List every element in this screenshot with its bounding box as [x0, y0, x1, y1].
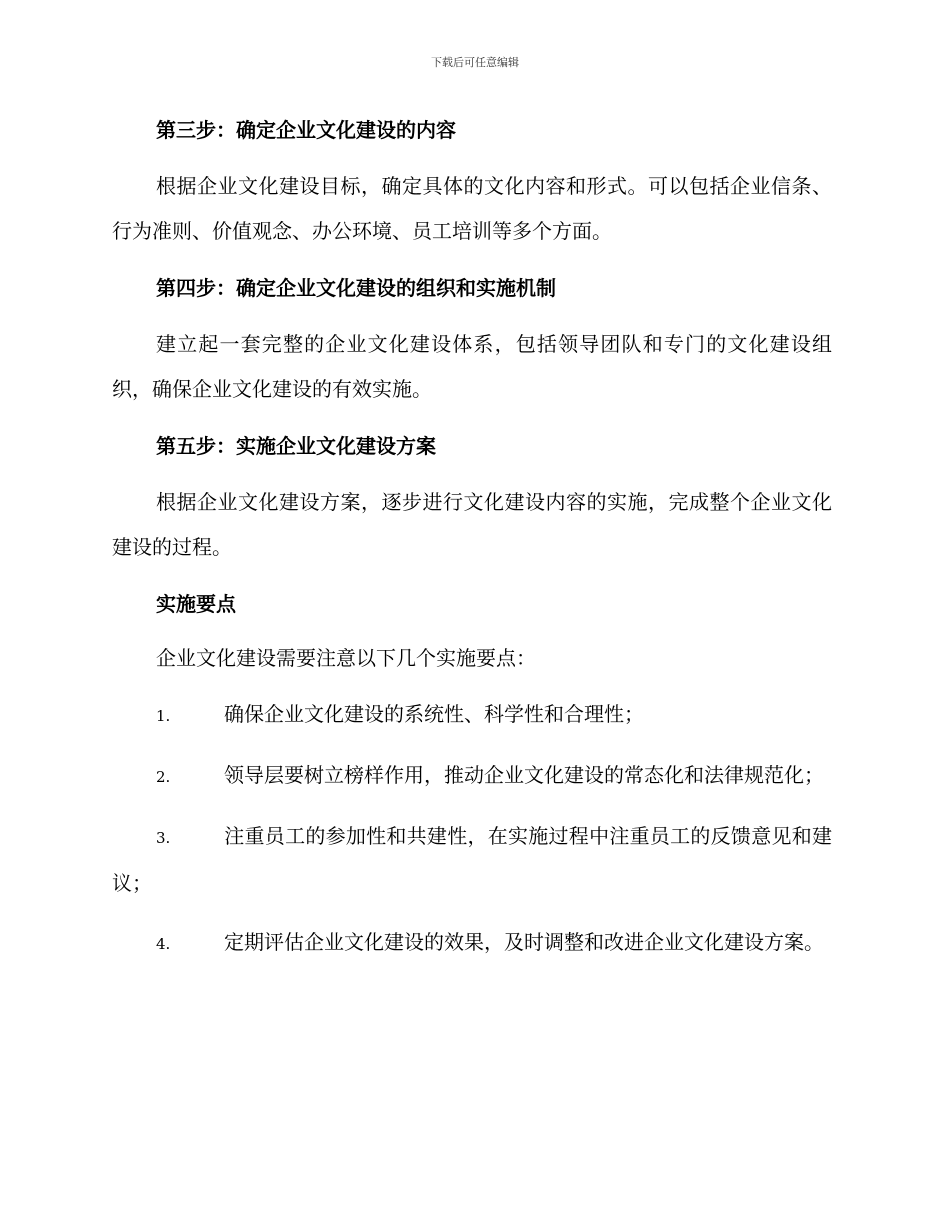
step3-heading: 第三步：确定企业文化建设的内容: [156, 118, 456, 142]
list-item-number: 4.: [156, 935, 171, 953]
step5-paragraph: 根据企业文化建设方案，逐步进行文化建设内容的实施，完成整个企业文化建设的过程。: [112, 490, 832, 559]
document-body: [112, 110, 832, 981]
list-item: [112, 692, 832, 739]
page-header: 下载后可任意编辑: [431, 56, 519, 69]
list-item-text: 定期评估企业文化建设的效果，及时调整和改进企业文化建设方案。: [224, 930, 824, 954]
list-item: [112, 920, 832, 967]
list-item-text: 注重员工的参加性和共建性，在实施过程中注重员工的反馈意见和建议；: [112, 824, 832, 895]
list-item-number: 2.: [156, 768, 171, 786]
list-item: [112, 814, 832, 906]
step4-heading: 第四步：确定企业文化建设的组织和实施机制: [156, 276, 556, 300]
list-item-text: 领导层要树立榜样作用，推动企业文化建设的常态化和法律规范化；: [224, 763, 824, 787]
list-item-number: 3.: [156, 829, 171, 847]
step5-heading: 第五步：实施企业文化建设方案: [156, 434, 436, 458]
list-item-number: 1.: [156, 707, 171, 725]
key-points-heading: 实施要点: [156, 592, 236, 616]
step3-paragraph: 根据企业文化建设目标，确定具体的文化内容和形式。可以包括企业信条、行为准则、价值观念、办公环境、员工培训等多个方面。: [112, 174, 832, 243]
list-item: [112, 753, 832, 800]
list-item-text: 确保企业文化建设的系统性、科学性和合理性；: [224, 702, 644, 726]
step4-paragraph: 建立起一套完整的企业文化建设体系，包括领导团队和专门的文化建设组织，确保企业文化建设的有效实施。: [112, 332, 832, 401]
key-points-intro: 企业文化建设需要注意以下几个实施要点：: [156, 646, 536, 670]
